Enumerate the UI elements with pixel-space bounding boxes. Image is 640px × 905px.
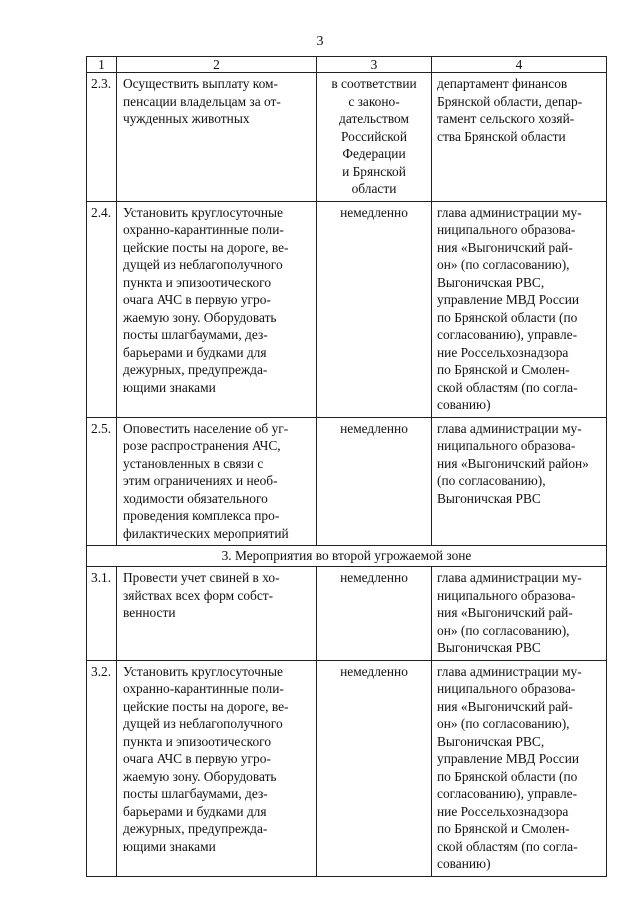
text-line: глава администрации му-	[437, 204, 582, 220]
text-line: Выгоничская РВС	[437, 490, 541, 506]
text-line: ниципального образова-	[437, 222, 576, 237]
text-line: Федерации	[342, 146, 406, 161]
text-line: и Брянской	[342, 163, 406, 179]
term-cell	[317, 660, 432, 876]
text-line: пункта и эпизоотического	[123, 274, 272, 290]
text-line: цейские посты на дороге, ве-	[123, 698, 289, 714]
text-line: ющими знаками	[123, 379, 216, 395]
column-header: 2	[117, 57, 317, 73]
text-line: он» (по согласованию),	[437, 716, 570, 731]
term-cell	[317, 201, 432, 417]
row-number: 3.1.	[87, 567, 117, 661]
text-line: дательством	[339, 111, 409, 126]
row-number: 2.3.	[87, 73, 117, 202]
executor-cell	[432, 567, 607, 661]
text-line: ние Россельхознадзора	[437, 803, 569, 819]
text-line: розе распространения АЧС,	[123, 438, 281, 453]
text-line: управление МВД России	[437, 751, 580, 766]
text-line: очага АЧС в первую угро-	[123, 751, 271, 766]
text-line: немедленно	[340, 570, 408, 585]
text-line: ния «Выгоничский рай-	[437, 698, 573, 714]
text-line: ской областям (по согла-	[437, 379, 578, 395]
text-line: проведения комплекса про-	[123, 508, 280, 523]
text-line: (по согласованию),	[437, 473, 546, 488]
text-line: охранно-карантинные поли-	[123, 681, 284, 696]
text-line: немедленно	[340, 204, 408, 220]
text-line: ходимости обязательного	[123, 490, 268, 506]
text-line: сованию)	[437, 397, 491, 412]
text-line: по Брянской и Смолен-	[437, 821, 570, 836]
text-line: установленных в связи с	[123, 455, 264, 471]
action-cell	[117, 567, 317, 661]
row-number: 3.2.	[87, 660, 117, 876]
text-line: в соответствии	[331, 76, 417, 91]
text-line: ской областям (по согла-	[437, 838, 578, 854]
text-line: Оповестить население об уг-	[123, 420, 289, 436]
table-body-section-2	[87, 73, 607, 546]
text-line: по Брянской области (по	[437, 309, 578, 325]
text-line: Российской	[341, 128, 407, 144]
text-line: ния «Выгоничский рай-	[437, 239, 573, 255]
text-line: глава администрации му-	[437, 420, 582, 436]
text-line: Выгоничская РВС,	[437, 274, 545, 290]
text-line: дежурных, предупрежда-	[123, 821, 268, 836]
term-cell	[317, 417, 432, 546]
text-line: глава администрации му-	[437, 570, 582, 585]
text-line: ющими знаками	[123, 838, 216, 854]
text-line: барьерами и будками для	[123, 344, 267, 360]
page-number: 3	[316, 34, 324, 49]
executor-cell	[432, 201, 607, 417]
text-line: этим ограничениях и необ-	[123, 473, 278, 488]
text-line: жаемую зону. Оборудовать	[123, 309, 277, 325]
text-line: венности	[123, 605, 176, 620]
text-line: области	[351, 181, 397, 196]
text-line: ние Россельхознадзора	[437, 344, 569, 360]
text-line: немедленно	[340, 663, 408, 679]
action-cell	[117, 660, 317, 876]
text-line: ниципального образова-	[437, 681, 576, 696]
table-row	[87, 201, 607, 417]
executor-cell	[432, 660, 607, 876]
text-line: дежурных, предупрежда-	[123, 362, 268, 377]
text-line: Провести учет свиней в хо-	[123, 570, 280, 585]
text-line: Установить круглосуточные	[123, 204, 283, 220]
term-cell	[317, 567, 432, 661]
text-line: тамент сельского хозяй-	[437, 111, 575, 126]
text-line: Выгоничская РВС,	[437, 733, 545, 749]
text-line: чужденных животных	[123, 111, 250, 126]
column-header: 3	[317, 57, 432, 73]
text-line: по Брянской области (по	[437, 768, 578, 784]
text-line: Установить круглосуточные	[123, 663, 283, 679]
text-line: глава администрации му-	[437, 663, 582, 679]
action-cell	[117, 73, 317, 202]
text-line: по Брянской и Смолен-	[437, 362, 570, 377]
text-line: ния «Выгоничский рай-	[437, 605, 573, 620]
section-title: 3. Мероприятия во второй угрожаемой зоне	[87, 546, 607, 567]
text-line: он» (по согласованию),	[437, 622, 570, 638]
text-line: он» (по согласованию),	[437, 257, 570, 272]
text-line: барьерами и будками для	[123, 803, 267, 819]
text-line: Брянской области, депар-	[437, 93, 583, 109]
column-header: 1	[87, 57, 117, 73]
action-cell	[117, 201, 317, 417]
row-number: 2.4.	[87, 201, 117, 417]
column-header: 4	[432, 57, 607, 73]
text-line: ниципального образова-	[437, 587, 576, 603]
text-line: цейские посты на дороге, ве-	[123, 239, 289, 255]
executor-cell	[432, 417, 607, 546]
text-line: ства Брянской области	[437, 128, 566, 144]
table-header-row	[87, 57, 607, 73]
executor-cell	[432, 73, 607, 202]
text-line: зяйствах всех форм собст-	[123, 587, 274, 603]
text-line: Выгоничская РВС	[437, 640, 541, 655]
table-row	[87, 660, 607, 876]
table-row	[87, 73, 607, 202]
text-line: ния «Выгоничский район»	[437, 455, 589, 471]
text-line: ниципального образова-	[437, 438, 576, 453]
text-line: с законо-	[348, 93, 400, 109]
row-number: 2.5.	[87, 417, 117, 546]
text-line: Осуществить выплату ком-	[123, 76, 278, 91]
text-line: дущей из неблагополучного	[123, 716, 283, 731]
text-line: жаемую зону. Оборудовать	[123, 768, 277, 784]
text-line: сованию)	[437, 856, 491, 871]
text-line: очага АЧС в первую угро-	[123, 292, 271, 307]
text-line: пенсации владельцам за от-	[123, 93, 281, 109]
table-body-section-3	[87, 567, 607, 877]
text-line: охранно-карантинные поли-	[123, 222, 284, 237]
table-row	[87, 567, 607, 661]
measures-table	[86, 56, 607, 877]
section-heading-row	[87, 546, 607, 567]
text-line: управление МВД России	[437, 292, 580, 307]
text-line: департамент финансов	[437, 76, 568, 91]
text-line: посты шлагбаумами, дез-	[123, 786, 268, 801]
text-line: немедленно	[340, 420, 408, 436]
text-line: дущей из неблагополучного	[123, 257, 283, 272]
text-line: пункта и эпизоотического	[123, 733, 272, 749]
text-line: согласованию), управле-	[437, 786, 578, 801]
action-cell	[117, 417, 317, 546]
table-row	[87, 417, 607, 546]
text-line: филактических мероприятий	[123, 525, 289, 541]
text-line: согласованию), управле-	[437, 327, 578, 342]
text-line: посты шлагбаумами, дез-	[123, 327, 268, 342]
term-cell	[317, 73, 432, 202]
